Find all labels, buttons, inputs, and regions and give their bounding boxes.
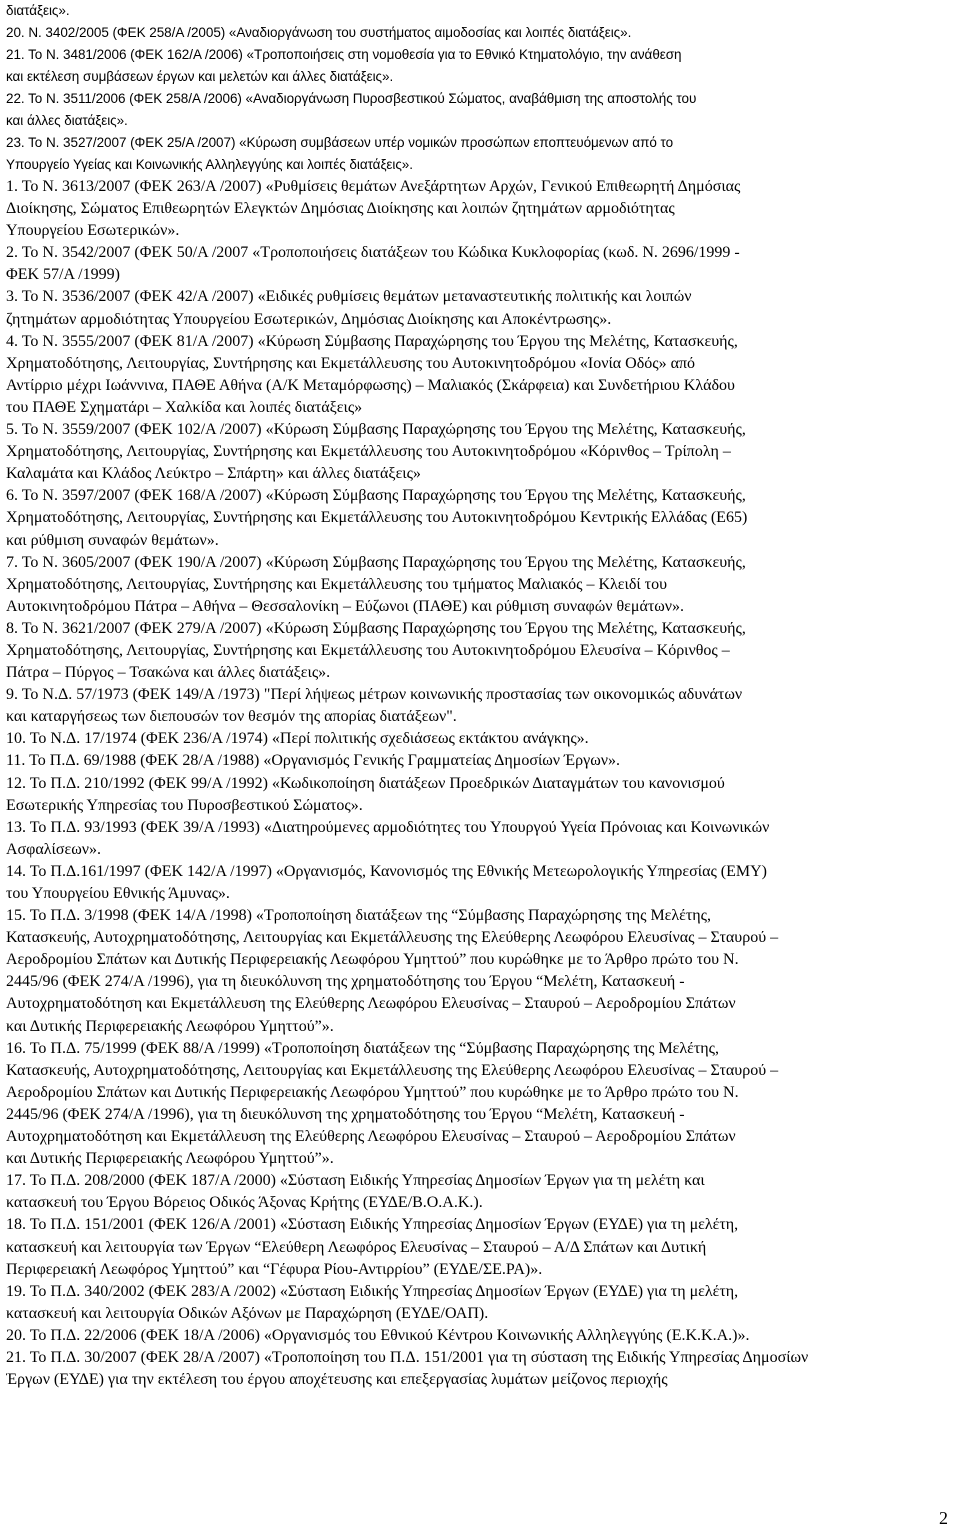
legislation-list	[6, 0, 956, 1391]
list-item: 20. Το Π.Δ. 22/2006 (ΦΕΚ 18/Α /2006) «Οργανισμός του Εθνικού Κέντρου Κοινωνικής Αλληλεγγύης (Ε.Κ.Κ.Α.)».	[6, 1326, 750, 1344]
list-item: 4. Το Ν. 3555/2007 (ΦΕΚ 81/Α /2007) «Κύρωση Σύμβασης Παραχώρησης του Έργου της Μελέτης, Κατασκευής, Χρηματοδότησης, Λειτουργίας, Συντήρησης και Εκμετάλλευσης του Αυτοκινητοδρόμου «Ιονία Οδός» από Αντίρριο μέχρι Ιωάννινα, ΠΑΘΕ Αθήνα (Α/Κ Μεταμόρφωσης) – Μαλιακός (Σκάρφεια) και Συνδετήριου Κλάδου του ΠΑΘΕ Σχηματάρι – Χαλκίδα και λοιπές διατάξεις»	[6, 332, 738, 416]
list-item: 23. Το Ν. 3527/2007 (ΦΕΚ 25/Α /2007) «Κύρωση συμβάσεων υπέρ νομικών προσώπων εποπτευόμενων από το Υπουργείο Υγείας και Κοινωνικής Αλληλεγγύης και λοιπές διατάξεις».	[6, 135, 674, 172]
list-item: 15. Το Π.Δ. 3/1998 (ΦΕΚ 14/Α /1998) «Τροποποίηση διατάξεων της “Σύμβασης Παραχώρησης της Μελέτης, Κατασκευής, Αυτοχρηματοδότησης, Λειτουργίας και Εκμετάλλευσης της Ελεύθερης Λεωφόρου Ελευσίνας – Σταυρού – Αεροδρομίου Σπάτων και Δυτικής Περιφερειακής Λεωφόρου Υμηττού” που κυρώθηκε με το Άρθρο πρώτο του Ν. 2445/96 (ΦΕΚ 274/Α /1996), για τη διευκόλυνση της χρηματοδότησης του Έργου “Μελέτη, Κατασκευή - Αυτοχρηματοδότηση και Εκμετάλλευση της Ελεύθερης Λεωφόρου Ελευσίνας – Σταυρού – Αεροδρομίου Σπάτων και Δυτικής Περιφερειακής Λεωφόρου Υμηττού”».	[6, 907, 779, 1035]
list-item: 8. Το Ν. 3621/2007 (ΦΕΚ 279/Α /2007) «Κύρωση Σύμβασης Παραχώρησης του Έργου της Μελέτης, Κατασκευής, Χρηματοδότησης, Λειτουργίας, Συντήρησης και Εκμετάλλευσης του Αυτοκινητοδρόμου Ελευσίνα – Κόρινθος – Πάτρα – Πύργος – Τσακώνα και άλλες διατάξεις».	[6, 619, 746, 682]
list-item: διατάξεις».	[6, 3, 70, 18]
list-item: 6. Το Ν. 3597/2007 (ΦΕΚ 168/Α /2007) «Κύρωση Σύμβασης Παραχώρησης του Έργου της Μελέτης, Κατασκευής, Χρηματοδότησης, Λειτουργίας, Συντήρησης και Εκμετάλλευσης του Αυτοκινητοδρόμου Κεντρικής Ελλάδας (Ε65) και ρύθμιση συναφών θεμάτων».	[6, 487, 748, 549]
list-item: 11. Το Π.Δ. 69/1988 (ΦΕΚ 28/Α /1988) «Οργανισμός Γενικής Γραμματείας Δημοσίων Έργων».	[6, 752, 620, 770]
list-item: 17. Το Π.Δ. 208/2000 (ΦΕΚ 187/Α /2000) «Σύσταση Ειδικής Υπηρεσίας Δημοσίων Έργων για τη μελέτη και κατασκευή του Έργου Βόρειος Οδικός Άξονας Κρήτης (ΕΥΔΕ/Β.Ο.Α.Κ.).	[6, 1172, 705, 1212]
list-item: 2. Το Ν. 3542/2007 (ΦΕΚ 50/Α /2007 «Τροποποιήσεις διατάξεων του Κώδικα Κυκλοφορίας (κωδ. Ν. 2696/1999 - ΦΕΚ 57/Α /1999)	[6, 244, 740, 284]
list-item: 5. Το Ν. 3559/2007 (ΦΕΚ 102/Α /2007) «Κύρωση Σύμβασης Παραχώρησης του Έργου της Μελέτης, Κατασκευής, Χρηματοδότησης, Λειτουργίας, Συντήρησης και Εκμετάλλευσης του Αυτοκινητοδρόμου «Κόρινθος – Τρίπολη – Καλαμάτα και Κλάδος Λεύκτρο – Σπάρτη» και άλλες διατάξεις»	[6, 421, 746, 483]
list-item: 14. Το Π.Δ.161/1997 (ΦΕΚ 142/Α /1997) «Οργανισμός, Κανονισμός της Εθνικής Μετεωρολογικής Υπηρεσίας (ΕΜΥ) του Υπουργείου Εθνικής Άμυνας».	[6, 862, 767, 902]
page-number: 2	[939, 1508, 948, 1528]
list-item: 3. Το Ν. 3536/2007 (ΦΕΚ 42/Α /2007) «Ειδικές ρυθμίσεις θεμάτων μεταναστευτικής πολιτικής και λοιπών ζητημάτων αρμοδιότητας Υπουργείου Εσωτερικών, Δημόσιας Διοίκησης και Αποκέντρωσης».	[6, 288, 692, 328]
list-item: 16. Το Π.Δ. 75/1999 (ΦΕΚ 88/Α /1999) «Τροποποίηση διατάξεων της “Σύμβασης Παραχώρησης της Μελέτης, Κατασκευής, Αυτοχρηματοδότησης, Λειτουργίας και Εκμετάλλευσης της Ελεύθερης Λεωφόρου Ελευσίνας – Σταυρού – Αεροδρομίου Σπάτων και Δυτικής Περιφερειακής Λεωφόρου Υμηττού” που κυρώθηκε με το Άρθρο πρώτο του Ν. 2445/96 (ΦΕΚ 274/Α /1996), για τη διευκόλυνση της χρηματοδότησης του Έργου “Μελέτη, Κατασκευή - Αυτοχρηματοδότηση και Εκμετάλλευση της Ελεύθερης Λεωφόρου Ελευσίνας – Σταυρού – Αεροδρομίου Σπάτων και Δυτικής Περιφερειακής Λεωφόρου Υμηττού”».	[6, 1039, 779, 1168]
list-item: 1. Το Ν. 3613/2007 (ΦΕΚ 263/Α /2007) «Ρυθμίσεις θεμάτων Ανεξάρτητων Αρχών, Γενικού Επιθεωρητή Δημόσιας Διοίκησης, Σώματος Επιθεωρητών Ελεγκτών Δημόσιας Διοίκησης και λοιπών ζητημάτων αρμοδιότητας Υπουργείου Εσωτερικών».	[6, 178, 741, 240]
list-item: 22. Το Ν. 3511/2006 (ΦΕΚ 258/Α /2006) «Αναδιοργάνωση Πυροσβεστικού Σώματος, αναβάθμιση της αποστολής του και άλλες διατάξεις».	[6, 91, 697, 128]
list-item: 19. Το Π.Δ. 340/2002 (ΦΕΚ 283/Α /2002) «Σύσταση Ειδικής Υπηρεσίας Δημοσίων Έργων (ΕΥΔΕ) για τη μελέτη, κατασκευή και λειτουργία Οδικών Αξόνων με Παραχώρηση (ΕΥΔΕ/ΟΑΠ).	[6, 1282, 739, 1322]
list-item: 21. Το Π.Δ. 30/2007 (ΦΕΚ 28/Α /2007) «Τροποποίηση του Π.Δ. 151/2001 για τη σύσταση της Ειδικής Υπηρεσίας Δημοσίων Έργων (ΕΥΔΕ) για την εκτέλεση του έργου αποχέτευσης και επεξεργασίας λυμάτων μείζονος περιοχής	[6, 1348, 809, 1389]
list-item: 10. Το Ν.Δ. 17/1974 (ΦΕΚ 236/Α /1974) «Περί πολιτικής σχεδιάσεως εκτάκτου ανάγκης».	[6, 730, 589, 748]
list-item: 12. Το Π.Δ. 210/1992 (ΦΕΚ 99/Α /1992) «Κωδικοποίηση διατάξεων Προεδρικών Διαταγμάτων του κανονισμού Εσωτερικής Υπηρεσίας του Πυροσβεστικού Σώματος».	[6, 774, 725, 814]
list-item: 13. Το Π.Δ. 93/1993 (ΦΕΚ 39/Α /1993) «Διατηρούμενες αρμοδιότητες του Υπουργού Υγεία Πρόνοιας και Κοινωνικών Ασφαλίσεων».	[6, 818, 770, 858]
list-item: 21. Το Ν. 3481/2006 (ΦΕΚ 162/Α /2006) «Τροποποιήσεις στη νομοθεσία για το Εθνικό Κτηματολόγιο, την ανάθεση και εκτέλεση συμβάσεων έργων και μελετών και άλλες διατάξεις».	[6, 47, 682, 84]
list-item: 9. Το Ν.Δ. 57/1973 (ΦΕΚ 149/Α /1973) "Περί λήψεως μέτρων κοινωνικής προστασίας των οικονομικώς αδυνάτων και καταργήσεως των διεπουσών τον θεσμόν της απορίας διατάξεων".	[6, 686, 743, 726]
list-item: 18. Το Π.Δ. 151/2001 (ΦΕΚ 126/Α /2001) «Σύσταση Ειδικής Υπηρεσίας Δημοσίων Έργων (ΕΥΔΕ) για τη μελέτη, κατασκευή και λειτουργία των Έργων “Ελεύθερη Λεωφόρος Ελευσίνας – Σταυρού – Α/Δ Σπάτων και Δυτική Περιφερειακή Λεωφόρος Υμηττού” και “Γέφυρα Ρίου-Αντιρρίου” (ΕΥΔΕ/ΣΕ.ΡΑ)».	[6, 1216, 739, 1278]
list-item: 7. Το Ν. 3605/2007 (ΦΕΚ 190/Α /2007) «Κύρωση Σύμβασης Παραχώρησης του Έργου της Μελέτης, Κατασκευής, Χρηματοδότησης, Λειτουργίας, Συντήρησης και Εκμετάλλευσης του τμήματος Μαλιακός – Κλειδί του Αυτοκινητοδρόμου Πάτρα – Αθήνα – Θεσσαλονίκη – Εύζωνοι (ΠΑΘΕ) και ρύθμιση συναφών θεμάτων».	[6, 553, 746, 615]
list-item: 20. Ν. 3402/2005 (ΦΕΚ 258/Α /2005) «Αναδιοργάνωση του συστήματος αιμοδοσίας και λοιπές διατάξεις».	[6, 25, 632, 40]
